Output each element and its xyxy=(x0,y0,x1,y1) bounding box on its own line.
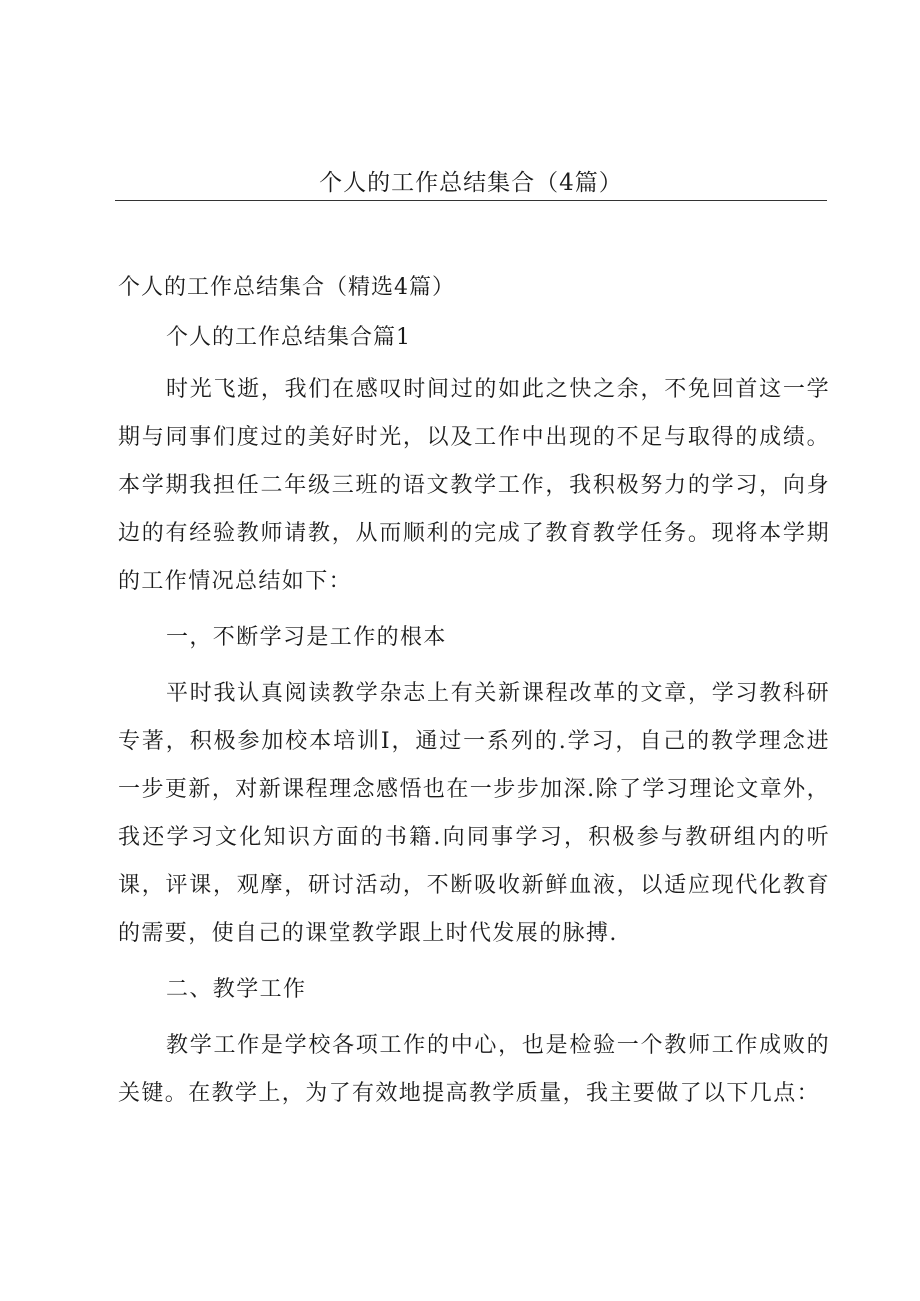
document-subtitle: 个人的工作总结集合（精选4篇） xyxy=(118,275,455,300)
page-header-title: 个人的工作总结集合（4篇） xyxy=(319,170,623,196)
section-heading: 个人的工作总结集合篇1 xyxy=(166,325,411,350)
document-body xyxy=(118,270,830,1118)
teaching-paragraph: 教学工作是学校各项工作的中心，也是检验一个教师工作成败的关键。在教学上，为了有效地提高教学质量，我主要做了以下几点： xyxy=(118,1033,830,1106)
subheading-teaching: 二、教学工作 xyxy=(166,977,307,1002)
learning-paragraph: 平时我认真阅读教学杂志上有关新课程改革的文章，学习教科研专著，积极参加校本培训I，通过一系列的.学习，自己的教学理念进一步更新，对新课程理念感悟也在一步步加深.除了学习理论文章外，我还学习文化知识方面的书籍.向同事学习，积极参与教研组内的听课，评课，观摩，研讨活动，不断吸收新鲜血液，以适应现代化教育的需要，使自己的课堂教学跟上时代发展的脉搏. xyxy=(118,681,830,946)
header-divider xyxy=(115,200,827,201)
subheading-learning: 一，不断学习是工作的根本 xyxy=(166,625,447,650)
intro-paragraph: 时光飞逝，我们在感叹时间过的如此之快之余，不免回首这一学期与同事们度过的美好时光，以及工作中出现的不足与取得的成绩。本学期我担任二年级三班的语文教学工作，我积极努力的学习，向身边的有经验教师请教，从而顺利的完成了教育教学任务。现将本学期的工作情况总结如下： xyxy=(118,377,830,594)
